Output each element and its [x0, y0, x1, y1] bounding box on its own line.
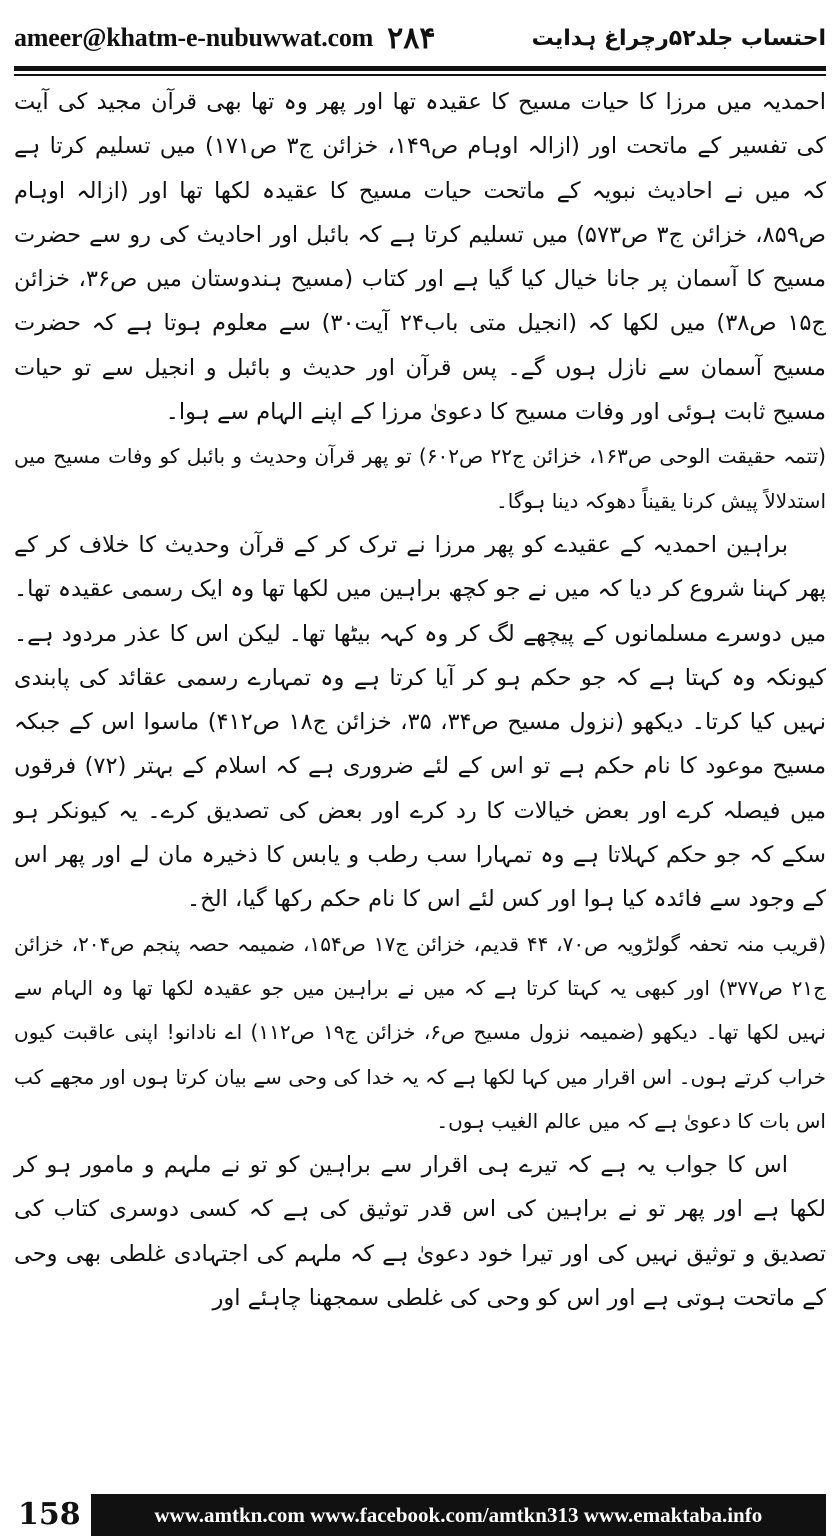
header-page-number: ۲۸۴: [387, 20, 436, 56]
page-footer: [14, 1494, 826, 1536]
page-body: [14, 80, 826, 1320]
paragraph-5: اس کا جواب یہ ہے کہ تیرے ہی اقرار سے براہین کو تو نے ملہم و مامور ہو کر لکھا ہے اور پھر تو نے براہین کی اس قدر توثیق کی ہے کہ کسی دوسری کتاب کی تصدیق و توثیق نہیں کی اور تیرا خود دعویٰ ہے کہ ملہم کی اجتہادی غلطی بھی وحی کے ماتحت ہوتی ہے اور اس کو وحی کی غلطی سمجھنا چاہئے اور: [14, 1152, 826, 1312]
header-rule: [14, 66, 826, 76]
footer-page-number: 158: [18, 1497, 81, 1532]
running-title: احتساب جلد۵۲رچراغ ہدایت: [531, 25, 826, 51]
footer-links: www.amtkn.com www.facebook.com/amtkn313 www.emaktaba.info: [154, 1502, 763, 1527]
paragraph-1: احمدیہ میں مرزا کا حیات مسیح کا عقیدہ تھا اور پھر وہ تھا بھی قرآن مجید کی آیت کی تفسیر کے ماتحت اور (ازالہ اوہام ص۱۴۹، خزائن ج۳ ص۱۷۱) میں تسلیم کرتا ہے کہ میں نے احادیث نبویہ کے ماتحت حیات مسیح کا عقیدہ لکھا تھا اور (ازالہ اوہام ص۸۵۹، خزائن ج۳ ص۵۷۳) میں تسلیم کرتا ہے کہ بائبل اور احادیث کی رو سے حضرت مسیح کا آسمان پر جانا خیال کیا گیا ہے اور کتاب (مسیح ہندوستان میں ص۳۶، خزائن ج۱۵ ص۳۸) میں لکھا کہ (انجیل متی باب۲۴ آیت۳۰) سے معلوم ہوتا ہے کہ حضرت مسیح آسمان سے نازل ہوں گے۔ پس قرآن اور حدیث و بائبل و انجیل سے تو حیات مسیح ثابت ہوئی اور وفات مسیح کا دعویٰ مرزا کے اپنے الہام سے ہوا۔: [14, 89, 827, 426]
header-left: [14, 21, 435, 56]
footer-links-bar: [91, 1494, 826, 1536]
header-email: ameer@khatm-e-nubuwwat.com: [14, 23, 374, 52]
page-header: [14, 12, 826, 64]
paragraph-4-citation: (قریب منہ تحفہ گولڑویہ ص۷۰، ۴۴ قدیم، خزائن ج۱۷ ص۱۵۴، ضمیمہ حصہ پنجم ص۲۰۴، خزائن ج۲۱ ص۳۷۷) اور کبھی یہ کہتا کرتا ہے کہ میں نے براہین میں جو عقیدہ لکھا تھا وہ الہام سے نہیں لکھا تھا۔ دیکھو (ضمیمہ نزول مسیح ص۶، خزائن ج۱۹ ص۱۱۲) اے نادانو! اپنی عاقبت کیوں خراب کرتے ہوں۔ اس اقرار میں کہا لکھا ہے کہ یہ خدا کی وحی سے بیان کرتا ہوں اور مجھے کب اس بات کا دعویٰ ہے کہ میں عالم الغیب ہوں۔: [14, 931, 827, 1133]
paragraph-2-citation: (تتمہ حقیقت الوحی ص۱۶۳، خزائن ج۲۲ ص۶۰۲) تو پھر قرآن وحدیث و بائبل کو وفات مسیح میں استدلالاً پیش کرنا یقیناً دھوکہ دینا ہوگا۔: [14, 444, 826, 513]
paragraph-3: براہین احمدیہ کے عقیدے کو پھر مرزا نے ترک کر کے قرآن وحدیث کا خلاف کر کے پھر کہنا شروع کر دیا کہ میں نے جو کچھ براہین میں لکھا تھا وہ ایک رسمی عقیدہ تھا۔ میں دوسرے مسلمانوں کے پیچھے لگ کر وہ کہہ بیٹھا تھا۔ لیکن اس کا عذر مردود ہے۔ کیونکہ وہ کہتا ہے کہ جو حکم ہو کر آیا کرتا ہے وہ تمہارے رسمی عقائد کی پابندی نہیں کیا کرتا۔ دیکھو (نزول مسیح ص۳۴، ۳۵، خزائن ج۱۸ ص۴۱۲) ماسوا اس کے جبکہ مسیح موعود کا نام حکم ہے تو اس کے لئے ضروری ہے کہ اسلام کے بہتر (۷۲) فرقوں میں فیصلہ کرے اور بعض خیالات کا رد کرے اور بعض کی تصدیق کرے۔ یہ کیونکر ہو سکے کہ جو حکم کہلاتا ہے وہ تمہارا سب رطب و یابس کا ذخیرہ مان لے اور پھر اس کے وجود سے فائدہ کیا ہوا اور کس لئے اس کا نام حکم رکھا گیا، الخ۔: [14, 531, 826, 913]
